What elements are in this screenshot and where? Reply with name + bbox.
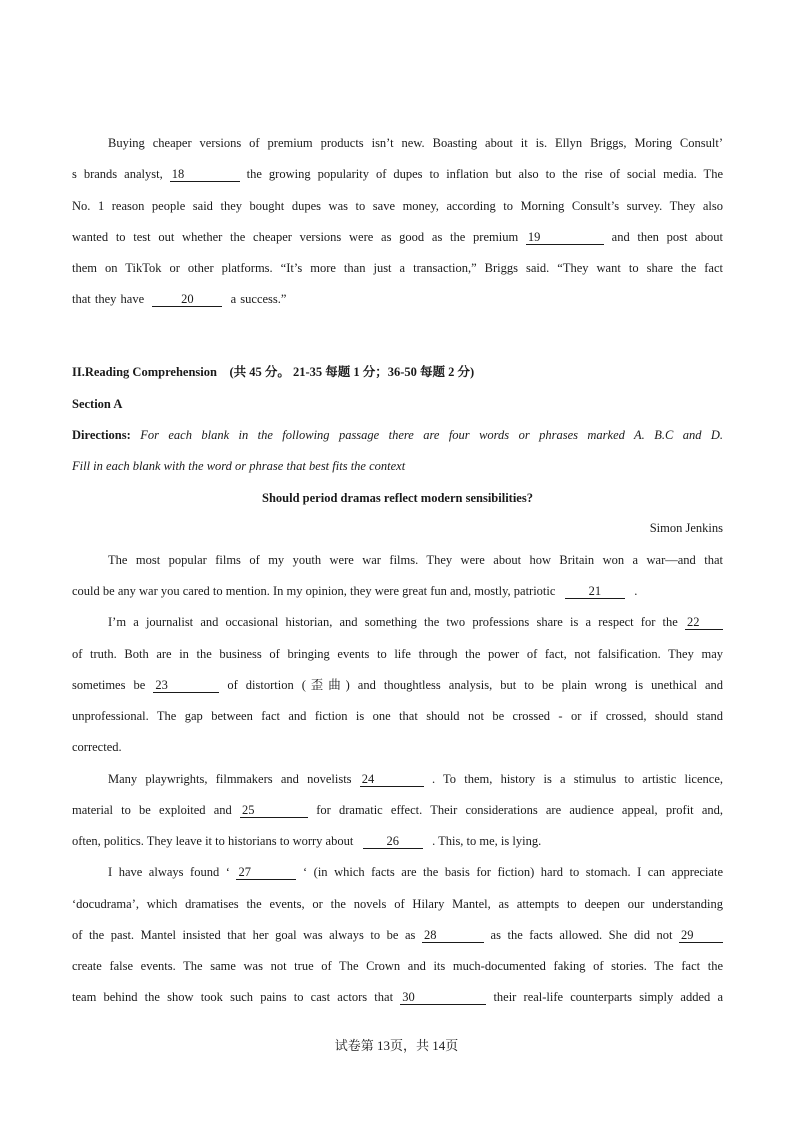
text-line: No. 1 reason people said they bought dupes was to save money, according to Morning Consult’s survey. They also bbox=[72, 199, 723, 213]
blank-22[interactable]: 22 bbox=[685, 615, 723, 630]
blank-29[interactable]: 29 bbox=[679, 928, 723, 943]
blank-28[interactable]: 28 bbox=[422, 928, 484, 943]
text-line: Buying cheaper versions of premium products isn’t new. Boasting about it is. Ellyn Briggs, Moring Consult’ bbox=[108, 136, 723, 150]
text-line: wanted to test out whether the cheaper versions were as good as the premium 19 and then post about bbox=[72, 230, 724, 244]
text-line: them on TikTok or other platforms. “It’s more than just a transaction,” Briggs said. “They want to share the fact bbox=[72, 261, 723, 275]
section-heading: II.Reading Comprehension (共 45 分。 21-35 每题 1 分；36-50 每题 2 分) bbox=[72, 365, 475, 379]
text-line: material to be exploited and 25 for dramatic effect. Their considerations are audience appeal, profit and, bbox=[72, 803, 724, 817]
text-line: unprofessional. The gap between fact and fiction is one that should not be crossed - or if crossed, should stand bbox=[72, 709, 723, 723]
blank-23[interactable]: 23 bbox=[153, 678, 219, 693]
text-line: sometimes be 23 of distortion (歪曲) and thoughtless analysis, but to be plain wrong is unethical and bbox=[72, 678, 724, 692]
text-line: of truth. Both are in the business of bringing events to life through the power of fact, not falsification. They may bbox=[72, 647, 723, 661]
text-line: that they have 20 a success.” bbox=[72, 292, 287, 306]
page-footer: 试卷第 13页，共 14页 bbox=[334, 1038, 459, 1053]
text-line: I’m a journalist and occasional historian, and something the two professions share is a respect for the 22 bbox=[108, 614, 723, 630]
blank-20[interactable]: 20 bbox=[152, 292, 222, 307]
text-line: team behind the show took such pains to cast actors that 30 their real-life counterparts simply added a bbox=[72, 990, 724, 1004]
text-line: create false events. The same was not true of The Crown and its much-documented faking of stories. The fact the bbox=[72, 959, 723, 973]
directions-line: Directions: For each blank in the following passage there are four words or phrases marked A. B.C and D. bbox=[72, 428, 723, 442]
blank-30[interactable]: 30 bbox=[400, 990, 486, 1005]
blank-25[interactable]: 25 bbox=[240, 803, 308, 818]
text-line: could be any war you cared to mention. In my opinion, they were great fun and, mostly, patriotic 21 . bbox=[72, 584, 638, 598]
text-line: I have always found ‘ 27 ‘ (in which facts are the basis for fiction) hard to stomach. I can appreciate bbox=[108, 865, 724, 879]
blank-26[interactable]: 26 bbox=[363, 834, 423, 849]
section-scoring: (共 45 分。 21-35 每题 1 分；36-50 每题 2 分) bbox=[229, 365, 475, 379]
text-line: The most popular films of my youth were war films. They were about how Britain won a war—and that bbox=[108, 553, 723, 567]
text-line: s brands analyst, 18 the growing popularity of dupes to inflation but also to the rise of social media. The bbox=[72, 167, 723, 181]
blank-19[interactable]: 19 bbox=[526, 230, 604, 245]
passage-title: Should period dramas reflect modern sensibilities? bbox=[262, 491, 533, 505]
text-line: ‘docudrama’, which dramatises the events, or the novels of Hilary Mantel, as attempts to deepen our understanding bbox=[72, 897, 723, 911]
text-line: corrected. bbox=[72, 740, 122, 754]
blank-27[interactable]: 27 bbox=[236, 865, 296, 880]
passage-author: Simon Jenkins bbox=[649, 521, 723, 535]
text-line: often, politics. They leave it to historians to worry about 26 . This, to me, is lying. bbox=[72, 834, 542, 848]
section-subheading: Section A bbox=[72, 397, 123, 411]
text-line: of the past. Mantel insisted that her goal was always to be as 28 as the facts allowed. She did not 29 bbox=[72, 927, 723, 943]
blank-21[interactable]: 21 bbox=[565, 584, 625, 599]
blank-18[interactable]: 18 bbox=[170, 167, 240, 182]
blank-24[interactable]: 24 bbox=[360, 772, 424, 787]
text-line: Many playwrights, filmmakers and novelists 24 . To them, history is a stimulus to artistic licence, bbox=[108, 772, 723, 786]
directions-line: Fill in each blank with the word or phrase that best fits the context bbox=[72, 459, 406, 473]
